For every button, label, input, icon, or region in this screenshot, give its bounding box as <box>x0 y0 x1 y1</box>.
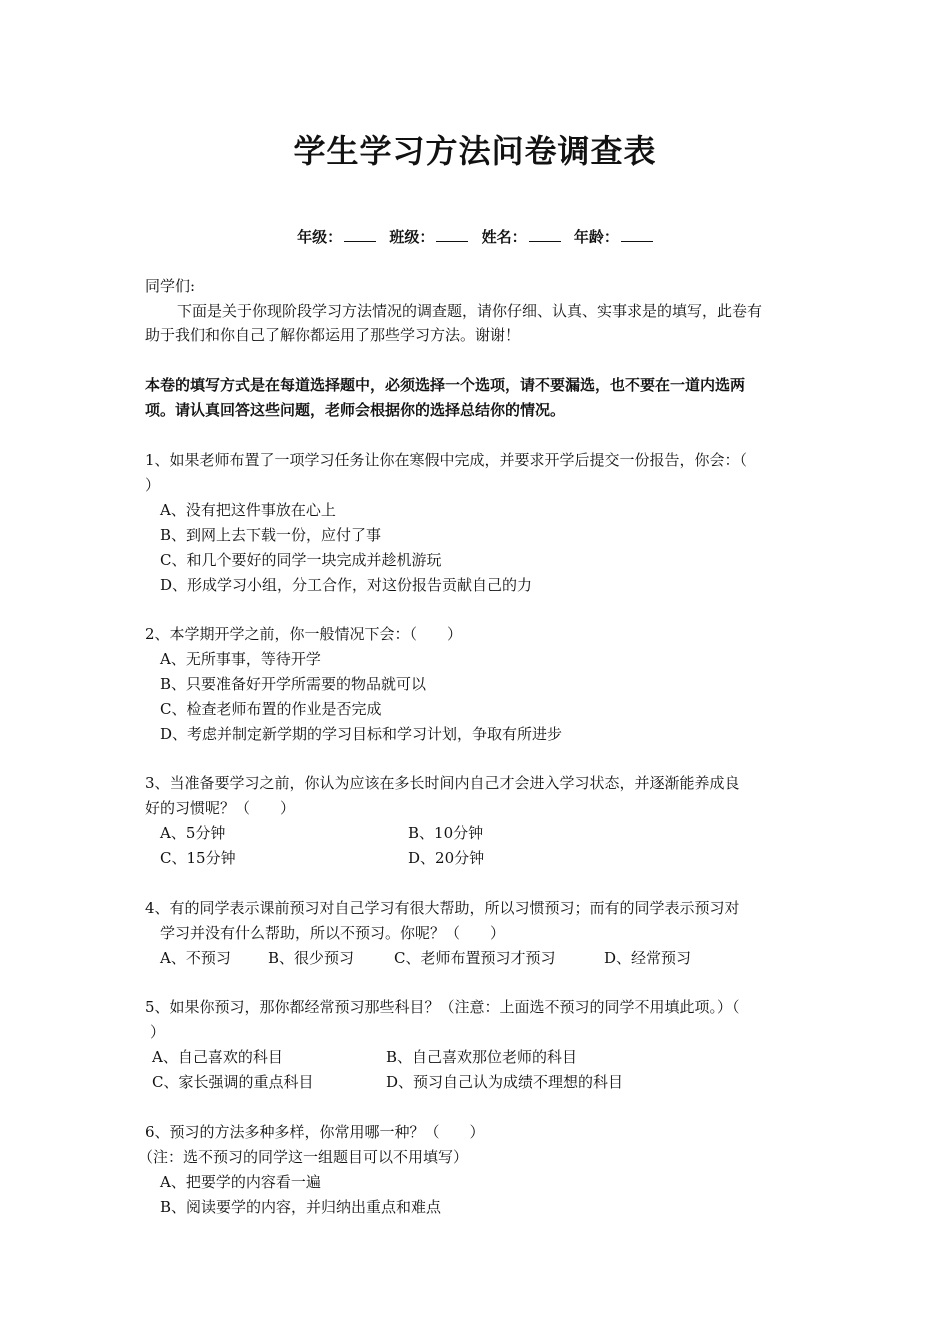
q2-stem: 2、本学期开学之前，你一般情况下会：（ ） <box>145 625 463 643</box>
q3-option-a[interactable]: A、5分钟 <box>160 824 226 842</box>
q1-stem-line-2: ） <box>145 476 161 494</box>
q6-note: （注：选不预习的同学这一组题目可以不用填写） <box>138 1148 469 1166</box>
q4-option-d[interactable]: D、经常预习 <box>604 949 692 967</box>
q5-option-a[interactable]: A、自己喜欢的科目 <box>152 1048 283 1066</box>
intro-line-1: 下面是关于你现阶段学习方法情况的调查题，请你仔细、认真、实事求是的填写，此卷有 <box>177 302 763 320</box>
grade-field: 年级： <box>297 228 376 246</box>
student-info-row <box>0 226 950 248</box>
q2-option-b[interactable]: B、只要准备好开学所需要的物品就可以 <box>160 675 427 693</box>
q1-option-c[interactable]: C、和几个要好的同学一块完成并趁机游玩 <box>160 551 442 569</box>
q5-stem-line-1: 5、如果你预习，那你都经常预习那些科目？（注意：上面选不预习的同学不用填此项。）（ <box>145 998 740 1016</box>
intro-line-2: 助于我们和你自己了解你都运用了那些学习方法。谢谢！ <box>145 326 521 344</box>
q3-option-d[interactable]: D、20分钟 <box>408 849 485 867</box>
q3-option-c[interactable]: C、15分钟 <box>160 849 236 867</box>
q6-stem: 6、预习的方法多种多样，你常用哪一种？（ ） <box>145 1123 485 1141</box>
instructions-line-1: 本卷的填写方式是在每道选择题中，必须选择一个选项，请不要漏选，也不要在一道内选两 <box>145 376 746 394</box>
class-blank[interactable] <box>436 226 468 242</box>
q3-option-b[interactable]: B、10分钟 <box>408 824 484 842</box>
q4-option-c[interactable]: C、老师布置预习才预习 <box>394 949 556 967</box>
q2-option-d[interactable]: D、考虑并制定新学期的学习目标和学习计划，争取有所进步 <box>160 725 563 743</box>
instructions-line-2: 项。请认真回答这些问题，老师会根据你的选择总结你的情况。 <box>145 401 566 419</box>
q6-option-b[interactable]: B、阅读要学的内容，并归纳出重点和难点 <box>160 1198 442 1216</box>
q3-stem-line-2: 好的习惯呢？（ ） <box>145 799 296 817</box>
q4-stem-line-2: 学习并没有什么帮助，所以不预习。你呢？（ ） <box>160 924 506 942</box>
grade-blank[interactable] <box>344 226 376 242</box>
page-title: 学生学习方法问卷调查表 <box>293 132 657 170</box>
q2-option-a[interactable]: A、无所事事，等待开学 <box>160 650 321 668</box>
q4-stem-line-1: 4、有的同学表示课前预习对自己学习有很大帮助，所以习惯预习；而有的同学表示预习对 <box>145 899 740 917</box>
q5-option-c[interactable]: C、家长强调的重点科目 <box>152 1073 314 1091</box>
name-blank[interactable] <box>529 226 561 242</box>
greeting: 同学们: <box>145 277 196 295</box>
class-field: 班级： <box>389 228 468 246</box>
q1-option-b[interactable]: B、到网上去下载一份，应付了事 <box>160 526 382 544</box>
q1-option-d[interactable]: D、形成学习小组，分工合作，对这份报告贡献自己的力 <box>160 576 533 594</box>
q6-option-a[interactable]: A、把要学的内容看一遍 <box>160 1173 321 1191</box>
q1-option-a[interactable]: A、没有把这件事放在心上 <box>160 501 336 519</box>
q3-stem-line-1: 3、当准备要学习之前，你认为应该在多长时间内自己才会进入学习状态，并逐渐能养成良 <box>145 774 740 792</box>
name-field: 姓名： <box>482 228 561 246</box>
q5-stem-line-2: ） <box>150 1023 166 1041</box>
age-blank[interactable] <box>621 226 653 242</box>
q2-option-c[interactable]: C、检查老师布置的作业是否完成 <box>160 700 382 718</box>
q1-stem-line-1: 1、如果老师布置了一项学习任务让你在寒假中完成，并要求开学后提交一份报告，你会：（ <box>145 451 748 469</box>
q4-option-b[interactable]: B、很少预习 <box>268 949 355 967</box>
q5-option-d[interactable]: D、预习自己认为成绩不理想的科目 <box>386 1073 624 1091</box>
age-field: 年龄： <box>574 228 653 246</box>
q5-option-b[interactable]: B、自己喜欢那位老师的科目 <box>386 1048 578 1066</box>
q4-option-a[interactable]: A、不预习 <box>160 949 231 967</box>
